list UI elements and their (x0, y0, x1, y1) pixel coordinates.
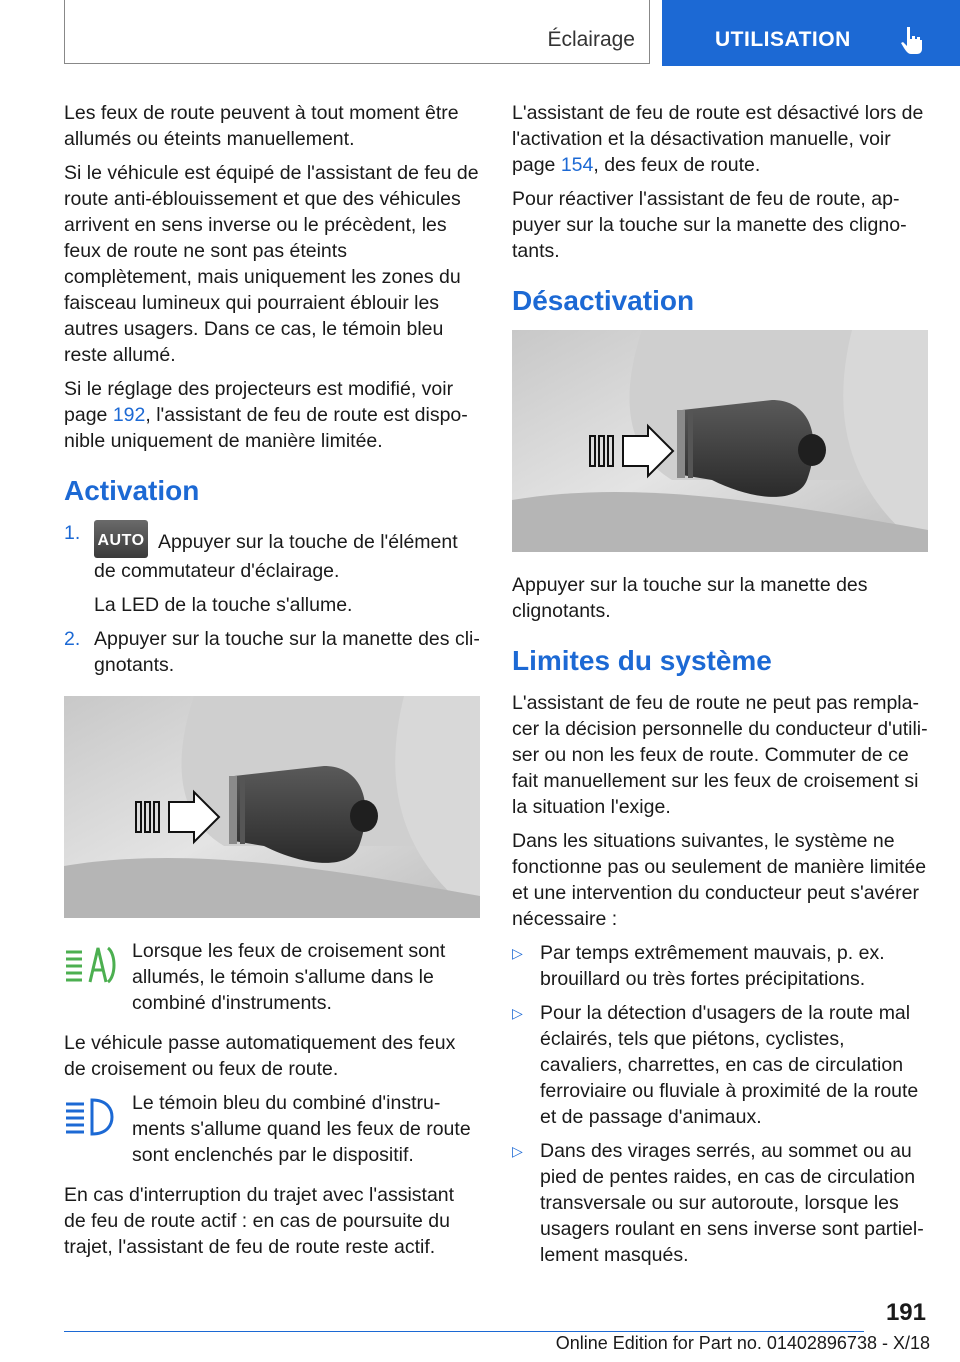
left-column (64, 100, 480, 1268)
step-subtext: La LED de la touche s'allume. (94, 594, 353, 616)
right-column (512, 100, 928, 1276)
high-beam-icon (64, 1096, 116, 1138)
paragraph: Pour réactiver l'assistant de feu de route, appuyer sur la touche sur la manette des clignotants. (512, 188, 907, 262)
bullet-triangle-icon: ▷ (512, 945, 523, 961)
footer-divider (64, 1331, 864, 1332)
high-beam-assist-icon (64, 944, 116, 986)
paragraph: Appuyer sur la touche sur la manette des clignotants. (512, 574, 868, 622)
paragraph: Si le réglage des projecteurs est modifié, voir page 192, l'assistant de feu de route est disponible uniquement de manière limitée. (64, 378, 468, 452)
paragraph: Si le véhicule est équipé de l'assistant de feu de route anti-éblouissement et que des véhicules arrivent en sens inverse ou le précèdent, les feux de route ne sont pas éteints complètement, mais uniquement les zones du faisceau lumineux qui pourraient éblouir les autres usagers. Dans ce cas, le témoin bleu reste allumé. (64, 162, 479, 366)
paragraph: En cas d'interruption du trajet avec l'assistant de feu de route actif : en cas de poursuite du trajet, l'assistant de feu de route reste actif. (64, 1184, 455, 1258)
list-item: ▷ Par temps extrêmement mauvais, p. ex. brouillard ou très fortes précipitations. (512, 942, 885, 990)
turn-signal-stalk-image (64, 696, 480, 918)
indicator-note: Lorsque les feux de croisement sont allumés, le témoin s'allume dans le combiné d'instruments. (64, 938, 480, 1016)
step-item (64, 520, 480, 618)
list-item: ▷ Dans des virages serrés, au sommet ou au pied de pentes raides, en cas de circulation transversale ou sur autoroute, lorsque les usagers roulant en sens inverse sont partiellement masqués. (512, 1140, 924, 1266)
page-number: 191 (885, 1299, 926, 1326)
paragraph: Le véhicule passe automatiquement des feux de croisement ou feux de route. (64, 1032, 456, 1080)
hand-pointer-icon (898, 24, 928, 54)
list-item: ▷ Pour la détection d'usagers de la route mal éclairés, tels que piétons, cyclistes, cavaliers, charrettes, en cas de circulation ferroviaire ou fluviale à proximité de la route et de passage d'animaux. (512, 1002, 919, 1128)
indicator-note: Le témoin bleu du combiné d'instruments s'allume quand les feux de route sont enclenchés par le dispositif. (64, 1090, 480, 1168)
chapter-tab-label: UTILISATION (715, 28, 851, 51)
auto-button-icon: AUTO (94, 520, 148, 558)
bullet-triangle-icon: ▷ (512, 1005, 523, 1021)
activation-steps (64, 520, 480, 678)
paragraph: L'assistant de feu de route ne peut pas remplacer la décision personnelle du conducteur d'utiliser ou non les feux de route. Commuter de ce fait manuellement sur les feux de croisement si la situation l'exige. (512, 692, 928, 818)
turn-signal-stalk-image (512, 330, 928, 552)
header-bar (64, 0, 650, 64)
deactivation-heading: Désactivation (512, 285, 695, 316)
chapter-tab[interactable] (662, 0, 960, 66)
page-link-192[interactable]: 192 (112, 404, 146, 426)
step-text: Appuyer sur la touche sur la manette des clignotants. (94, 628, 480, 676)
bullet-triangle-icon: ▷ (512, 1143, 523, 1159)
step-number: 1. (64, 522, 81, 544)
paragraph: Dans les situations suivantes, le système ne fonctionne pas ou seulement de manière limitée et une intervention du conducteur peut s'avérer nécessaire : (512, 830, 927, 930)
step-number: 2. (64, 628, 81, 650)
limits-heading: Limites du système (512, 645, 772, 676)
step-text: Appuyer sur la touche de l'élément de commutateur d'éclairage. (94, 531, 458, 582)
section-title: Éclairage (547, 28, 635, 51)
activation-heading: Activation (64, 475, 200, 506)
page-link-154[interactable]: 154 (560, 154, 594, 176)
paragraph: Les feux de route peuvent à tout moment être allumés ou éteints manuellement. (64, 102, 459, 150)
limitations-list (512, 940, 928, 1268)
step-item (64, 626, 480, 678)
paragraph: L'assistant de feu de route est désactivé lors de l'activation et la désactivation manuelle, voir page 154, des feux de route. (512, 102, 924, 176)
edition-footer: Online Edition for Part no. 01402896738 - X/18 (555, 1333, 930, 1353)
